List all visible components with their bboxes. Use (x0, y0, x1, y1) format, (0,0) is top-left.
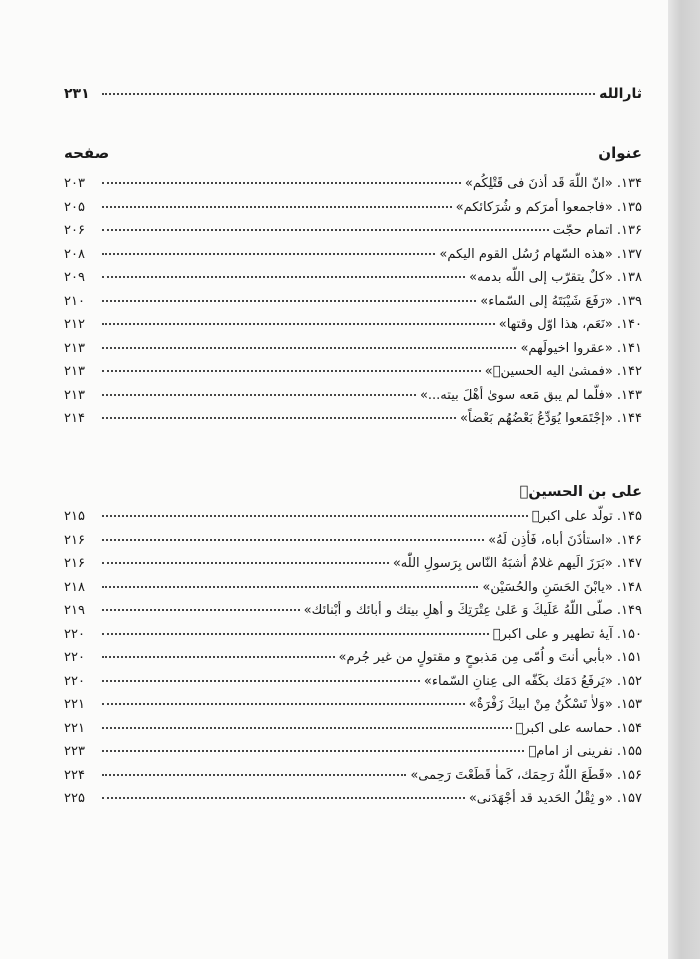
dot-leader (102, 206, 452, 208)
entry-page: ۲۰۹ (64, 270, 85, 285)
entry-title: ۱۴۹. صلّی اللّهُ عَلَیكَ وَ عَلیٰ عِتْرَتِكَ و أهلِ بیتك و أبائك و أبْنائك» (303, 603, 642, 618)
dot-leader (102, 797, 465, 799)
entry-page: ۲۱۸ (64, 579, 85, 595)
toc-entry[interactable] (64, 247, 642, 271)
dot-leader (102, 539, 484, 541)
entry-page: ۲۱۲ (64, 317, 85, 332)
dot-leader (102, 276, 465, 278)
toc-entry[interactable] (64, 744, 642, 768)
toc-entry[interactable] (64, 270, 642, 294)
column-header (64, 144, 642, 162)
entry-title: ۱۵۵. نفرینی از امامؑ (528, 744, 642, 759)
entry-page: ۲۲۰ (64, 626, 85, 642)
toc-entry[interactable] (64, 791, 642, 815)
entry-page: ۲۱۶ (64, 556, 85, 571)
toc-entry[interactable] (64, 509, 642, 533)
dot-leader (102, 586, 478, 588)
entry-page: ۲۱۳ (64, 387, 85, 403)
entry-title: ۱۴۵. تولّد علی اکبرؑ (531, 509, 642, 524)
dot-leader (102, 93, 595, 95)
entry-page: ۲۰۳ (64, 176, 85, 191)
entry-title: ۱۳۸. «کلٌ یتقرّب إلی اللّه بدمه» (469, 270, 642, 285)
toc-entry[interactable] (64, 388, 642, 412)
dot-leader (102, 680, 420, 682)
toc-entry[interactable] (64, 294, 642, 318)
toc-entry[interactable] (64, 223, 642, 247)
entry-page: ۲۰۶ (64, 223, 85, 238)
dot-leader (102, 253, 435, 255)
entry-title: ۱۳۵. «فاجمعوا أمرَکم و شُرَکائکم» (455, 199, 642, 215)
toc-entry[interactable] (64, 721, 642, 745)
entry-title: ۱۴۱. «عقروا اخیولَهم» (520, 340, 642, 356)
title-column-heading: عنوان (598, 144, 642, 162)
dot-leader (102, 515, 528, 517)
entry-page: ۲۱۴ (64, 411, 85, 426)
top-entry (64, 86, 642, 110)
toc-entry[interactable] (64, 317, 642, 341)
dot-leader (102, 323, 495, 325)
entry-page: ۲۲۴ (64, 767, 85, 783)
entry-title: ۱۴۰. «نَعَم، هذا اوّل وقتها» (498, 317, 642, 332)
entry-title: ثارالله (599, 86, 642, 102)
entry-page: ۲۲۱ (64, 720, 85, 736)
entry-page: ۲۲۰ (64, 673, 85, 689)
entry-title: ۱۴۶. «استأذَنَ أباه، فَأذِن لَهُ» (488, 532, 642, 548)
entry-page: ۲۲۳ (64, 744, 85, 759)
entry-title: ۱۴۲. «فمشیٰ الیه الحسینؑ» (484, 364, 642, 379)
dot-leader (102, 300, 476, 302)
toc-entry[interactable] (64, 364, 642, 388)
toc-entry[interactable] (64, 627, 642, 651)
toc-group-2 (64, 509, 642, 815)
page-edge-shadow (668, 0, 700, 959)
entry-title: ۱۴۸. «یابْنَ الحَسَنِ والحُسَیْن» (482, 579, 642, 595)
entry-title: ۱۵۶. «قَطَعَ اللّهُ رَحِمَك، کَماٰ قَطَعْتَ رَحِمی» (410, 767, 642, 783)
page-column-heading: صفحه (64, 144, 110, 162)
entry-page: ۲۲۱ (64, 697, 85, 712)
entry-title: ۱۳۹. «رَفَعَ شَیْبَتَهُ إلی السّماء» (480, 293, 642, 309)
toc-entry[interactable] (64, 697, 642, 721)
entry-page: ۲۳۱ (64, 86, 90, 102)
toc-entry[interactable] (64, 411, 642, 435)
entry-title: ۱۵۲. «یَرفَعُ دَمَك بکَفّه الی عِنانِ السّماء» (423, 673, 642, 689)
entry-title: ۱۵۳. «وَلاٰ تَسْکُنُ مِنْ ابیكَ زَفْرَةٌ» (468, 697, 642, 712)
dot-leader (102, 703, 465, 705)
entry-page: ۲۲۵ (64, 791, 85, 806)
entry-page: ۲۱۳ (64, 364, 85, 379)
toc-entry[interactable] (64, 580, 642, 604)
dot-leader (102, 417, 456, 419)
toc-entry[interactable] (64, 556, 642, 580)
toc-entry[interactable] (64, 603, 642, 627)
entry-title: ۱۳۷. «هذه السّهام رُسُل القوم الیکم» (439, 246, 642, 262)
dot-leader (102, 394, 416, 396)
dot-leader (102, 609, 300, 611)
entry-title: ۱۴۴. «إجْتَمَعوا یُوَدِّعُ بَعْضُهُم بَعْضاً» (459, 411, 642, 426)
dot-leader (102, 633, 489, 635)
toc-entry[interactable] (64, 650, 642, 674)
dot-leader (102, 774, 406, 776)
dot-leader (102, 347, 516, 349)
entry-title: ۱۴۷. «بَرَزَ الَیهم غلامٌ أشبَهُ النّاس بِرَسولِ اللّٰه» (392, 556, 642, 571)
entry-title: ۱۴۳. «فلّما لم یبق مَعه سویٰ أهْلَ بیته...» (419, 387, 642, 403)
dot-leader (102, 182, 461, 184)
toc-entry[interactable] (64, 86, 642, 110)
toc-entry[interactable] (64, 176, 642, 200)
toc-entry[interactable] (64, 768, 642, 792)
entry-page: ۲۱۳ (64, 340, 85, 356)
entry-page: ۲۱۹ (64, 603, 85, 618)
dot-leader (102, 370, 481, 372)
entry-page: ۲۰۸ (64, 246, 85, 262)
entry-title: ۱۵۱. «بأبي أنتَ و اُمّی مِن مَذبوحٍ و مقتولٍ من غیر جُرم» (338, 650, 642, 665)
section-heading: علی بن الحسینؑ (519, 484, 642, 500)
entry-page: ۲۱۰ (64, 293, 85, 309)
toc-group-1 (64, 176, 642, 435)
toc-entry[interactable] (64, 341, 642, 365)
entry-title: ۱۵۰. آیهٔ تطهیر و علی اکبرؑ (492, 626, 642, 642)
dot-leader (102, 656, 335, 658)
dot-leader (102, 750, 524, 752)
dot-leader (102, 229, 549, 231)
toc-entry[interactable] (64, 674, 642, 698)
dot-leader (102, 562, 389, 564)
entry-title: ۱۵۷. «و ثِقْلُ الحَدید قد أجْهَدَنی» (468, 791, 642, 806)
toc-entry[interactable] (64, 533, 642, 557)
entry-page: ۲۱۵ (64, 509, 85, 524)
entry-page: ۲۲۰ (64, 650, 85, 665)
entry-title: ۱۳۶. اتمام حجّت (552, 223, 642, 238)
dot-leader (102, 727, 512, 729)
entry-page: ۲۱۶ (64, 532, 85, 548)
toc-entry[interactable] (64, 200, 642, 224)
entry-title: ۱۳۴. «انّ اللّهَ قَد أذنَ فی قَتْلِکُم» (464, 176, 642, 191)
entry-page: ۲۰۵ (64, 199, 85, 215)
entry-title: ۱۵۴. حماسه علی اکبرؑ (515, 720, 642, 736)
